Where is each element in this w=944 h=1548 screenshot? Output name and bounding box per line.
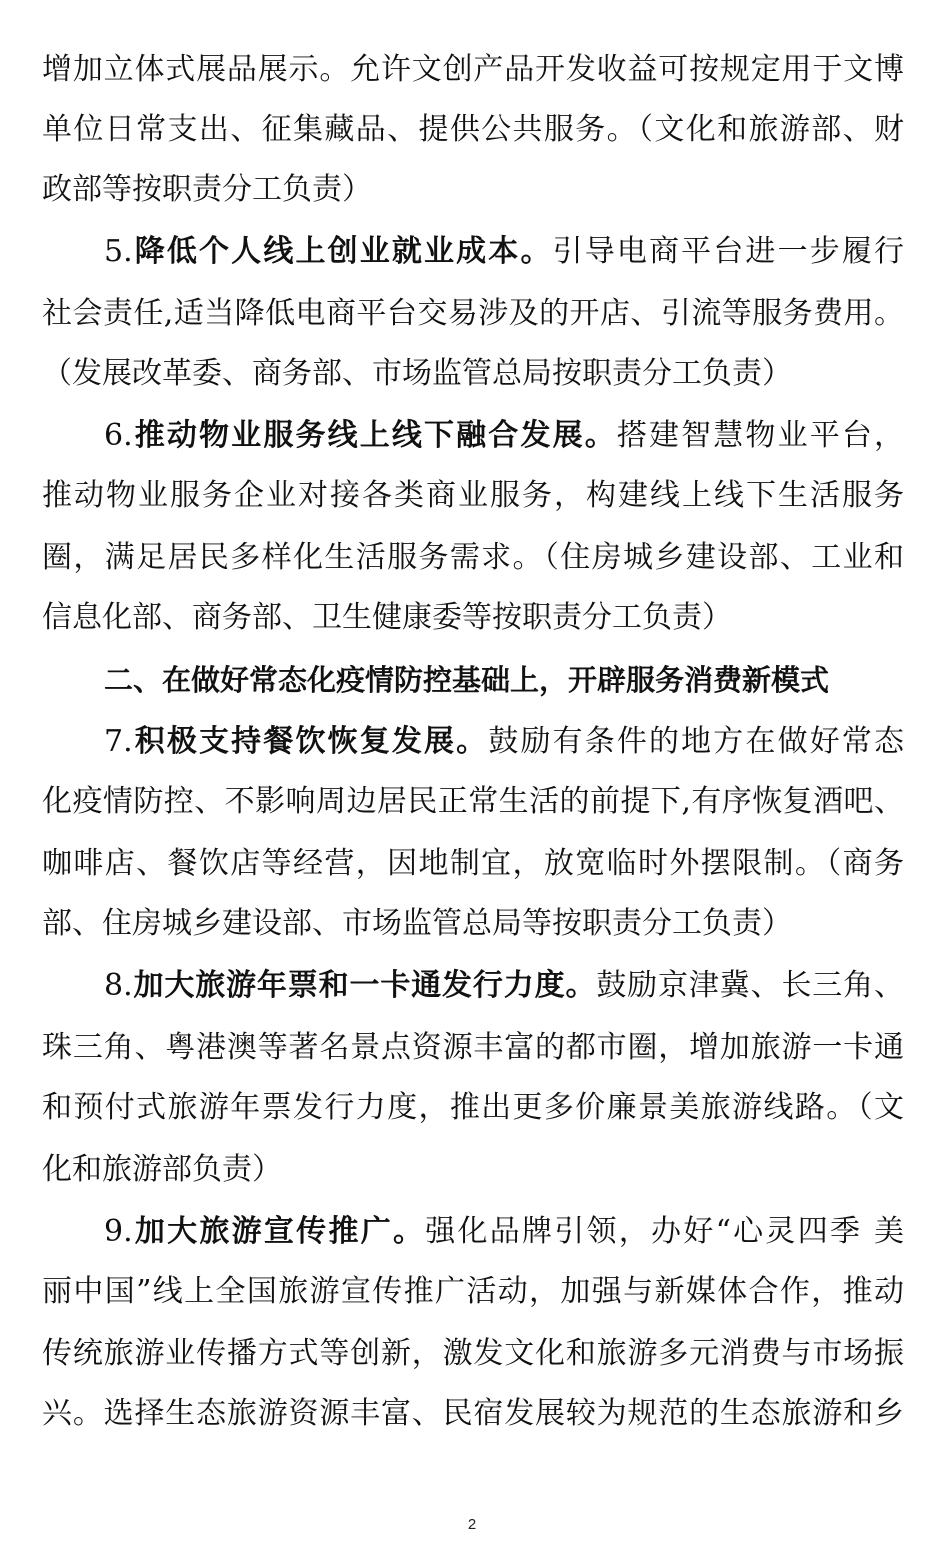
paragraph-line: 丽中国”线上全国旅游宣传推广活动，加强与新媒体合作，推动 — [42, 1274, 904, 1309]
paragraph-line: 兴。选择生态旅游资源丰富、民宿发展较为规范的生态旅游和乡 — [42, 1396, 904, 1431]
item-text: 引导电商平台进一步履行 — [552, 234, 904, 269]
item-text: 鼓励有条件的地方在做好常态 — [488, 724, 904, 759]
item-5-first-line — [104, 222, 904, 282]
item-text: 搭建智慧物业平台， — [616, 418, 904, 453]
item-title: 加大旅游年票和一卡通发行力度。 — [132, 968, 597, 1003]
paragraph-line: 单位日常支出、征集藏品、提供公共服务。（文化和旅游部、财 — [42, 112, 904, 147]
item-number: 7. — [104, 724, 133, 759]
paragraph-line: 咖啡店、餐饮店等经营，因地制宜，放宽临时外摆限制。（商务 — [42, 846, 904, 881]
item-number: 8. — [104, 968, 133, 1003]
item-title: 降低个人线上创业就业成本。 — [132, 234, 553, 269]
paragraph-line: 增加立体式展品展示。允许文创产品开发收益可按规定用于文博 — [42, 52, 904, 87]
item-title: 加大旅游宣传推广。 — [132, 1214, 426, 1249]
item-9-first-line — [104, 1202, 904, 1262]
item-text: 鼓励京津冀、长三角、 — [596, 968, 904, 1003]
item-title: 推动物业服务线上线下融合发展。 — [132, 418, 617, 453]
item-title: 积极支持餐饮恢复发展。 — [132, 724, 489, 759]
paragraph-line: 化疫情防控、不影响周边居民正常生活的前提下,有序恢复酒吧、 — [42, 784, 904, 819]
paragraph-line: 信息化部、商务部、卫生健康委等按职责分工负责） — [42, 600, 732, 635]
paragraph-line: 化和旅游部负责） — [42, 1152, 282, 1187]
paragraph-line: 推动物业服务企业对接各类商业服务，构建线上线下生活服务 — [42, 478, 904, 513]
paragraph-line: 传统旅游业传播方式等创新，激发文化和旅游多元消费与市场振 — [42, 1336, 904, 1371]
paragraph-line: 政部等按职责分工负责） — [42, 172, 372, 207]
paragraph-line: 圈，满足居民多样化生活服务需求。（住房城乡建设部、工业和 — [42, 540, 904, 575]
item-number: 9. — [104, 1214, 133, 1249]
paragraph-line: 社会责任,适当降低电商平台交易涉及的开店、引流等服务费用。 — [42, 296, 904, 331]
item-number: 5. — [104, 234, 133, 269]
item-text: 强化品牌引领，办好“心灵四季 美 — [425, 1214, 904, 1249]
section-heading: 二、在做好常态化疫情防控基础上，开辟服务消费新模式 — [104, 663, 830, 697]
page-number: 2 — [467, 1516, 477, 1533]
paragraph-line: （发展改革委、商务部、市场监管总局按职责分工负责） — [42, 356, 792, 391]
paragraph-line: 和预付式旅游年票发行力度，推出更多价廉景美旅游线路。（文 — [42, 1090, 904, 1125]
paragraph-line: 部、住房城乡建设部、市场监管总局等按职责分工负责） — [42, 906, 792, 941]
item-7-first-line — [104, 712, 904, 772]
item-6-first-line — [104, 406, 904, 466]
paragraph-line: 珠三角、粤港澳等著名景点资源丰富的都市圈，增加旅游一卡通 — [42, 1030, 904, 1065]
item-8-first-line — [104, 956, 904, 1016]
item-number: 6. — [104, 418, 133, 453]
